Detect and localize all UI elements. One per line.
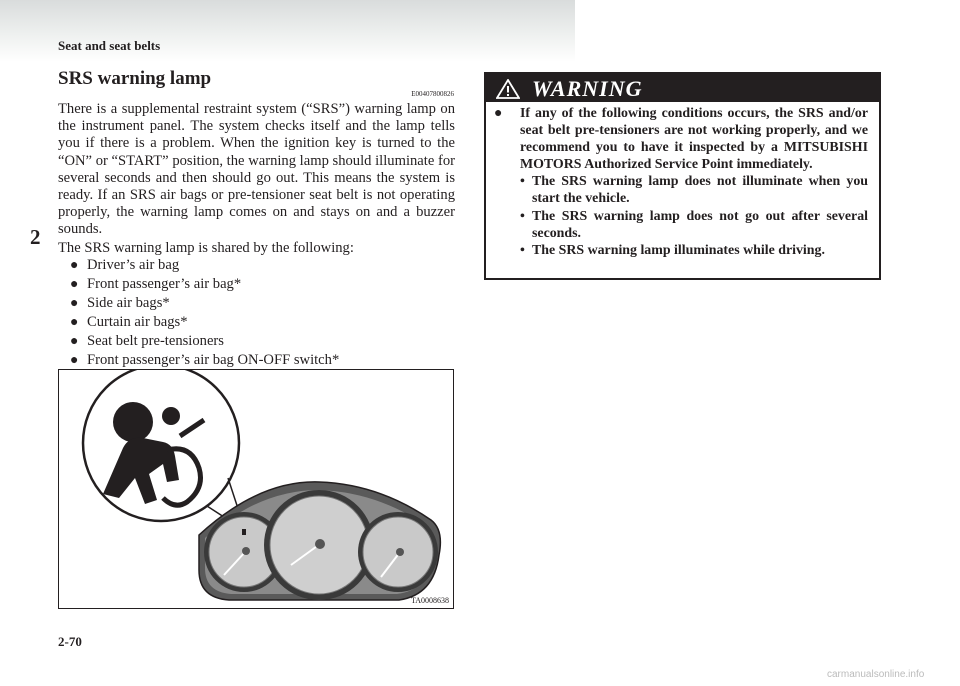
bullet-icon: ● [70,315,79,331]
warning-main-text: If any of the following conditions occurs, the SRS and/or seat belt pre-tensioners are not working properly, and we recommend you to have it inspected by a MITSUBISHI MOTORS Authorized Service Point immediately. [520,106,868,173]
bullet-icon: ● [70,258,79,273]
bullet-icon: ● [494,106,503,121]
bullet-icon: ● [70,353,79,369]
figure-code: TA0008638 [410,596,449,605]
section-heading: SRS warning lamp [58,68,212,89]
warning-triangle-icon [496,79,520,99]
section-code: E00407800826 [411,90,454,98]
list-item: ● Curtain air bags* [70,313,339,332]
shared-by-lead: The SRS warning lamp is shared by the following: [58,240,354,256]
list-item: • The SRS warning lamp does not go out after several seconds. [520,208,868,241]
running-header: Seat and seat belts [58,38,161,53]
list-item: • The SRS warning lamp does not illuminate when you start the vehicle. [520,174,868,207]
list-item: ● Driver’s air bag [70,256,339,275]
bullet-icon: ● [70,277,79,293]
chapter-number: 2 [30,225,41,249]
list-item: ● Side air bags* [70,294,339,313]
warning-main-item [494,105,868,173]
description-paragraph: There is a supplemental restraint system (“SRS”) warning lamp on the instrument panel. The system checks itself and the lamp tells you if there is a problem. When the ignition key is turned to the “ON” or “START” position, the warning lamp should illuminate for several seconds and then should go out. This means the system is ready. If an SRS air bags or pre-tensioner seat belt is not operating properly, the warning lamp comes on and stays on and a buzzer sounds. [58,101,455,238]
list-item: • The SRS warning lamp illuminates while driving. [520,242,825,258]
instrument-panel-illustration [59,370,453,608]
bullet-icon: • [520,174,525,190]
warning-conditions-list [494,173,868,258]
warning-box [484,72,881,280]
list-item: ● Front passenger’s air bag ON-OFF switch* [70,351,339,370]
bullet-icon: • [520,242,525,258]
watermark: carmanualsonline.info [827,669,925,680]
list-item: ● Seat belt pre-tensioners [70,332,339,351]
bullet-icon: • [520,208,525,224]
warning-title: WARNING [532,76,643,101]
warning-body [494,105,868,259]
bullet-icon: ● [70,334,79,350]
list-item: ● Front passenger’s air bag* [70,275,339,294]
warning-header [486,74,879,102]
instrument-panel-figure [58,369,454,609]
bullet-icon: ● [70,296,79,312]
page-number: 2-70 [58,634,82,649]
shared-components-list [70,256,339,371]
